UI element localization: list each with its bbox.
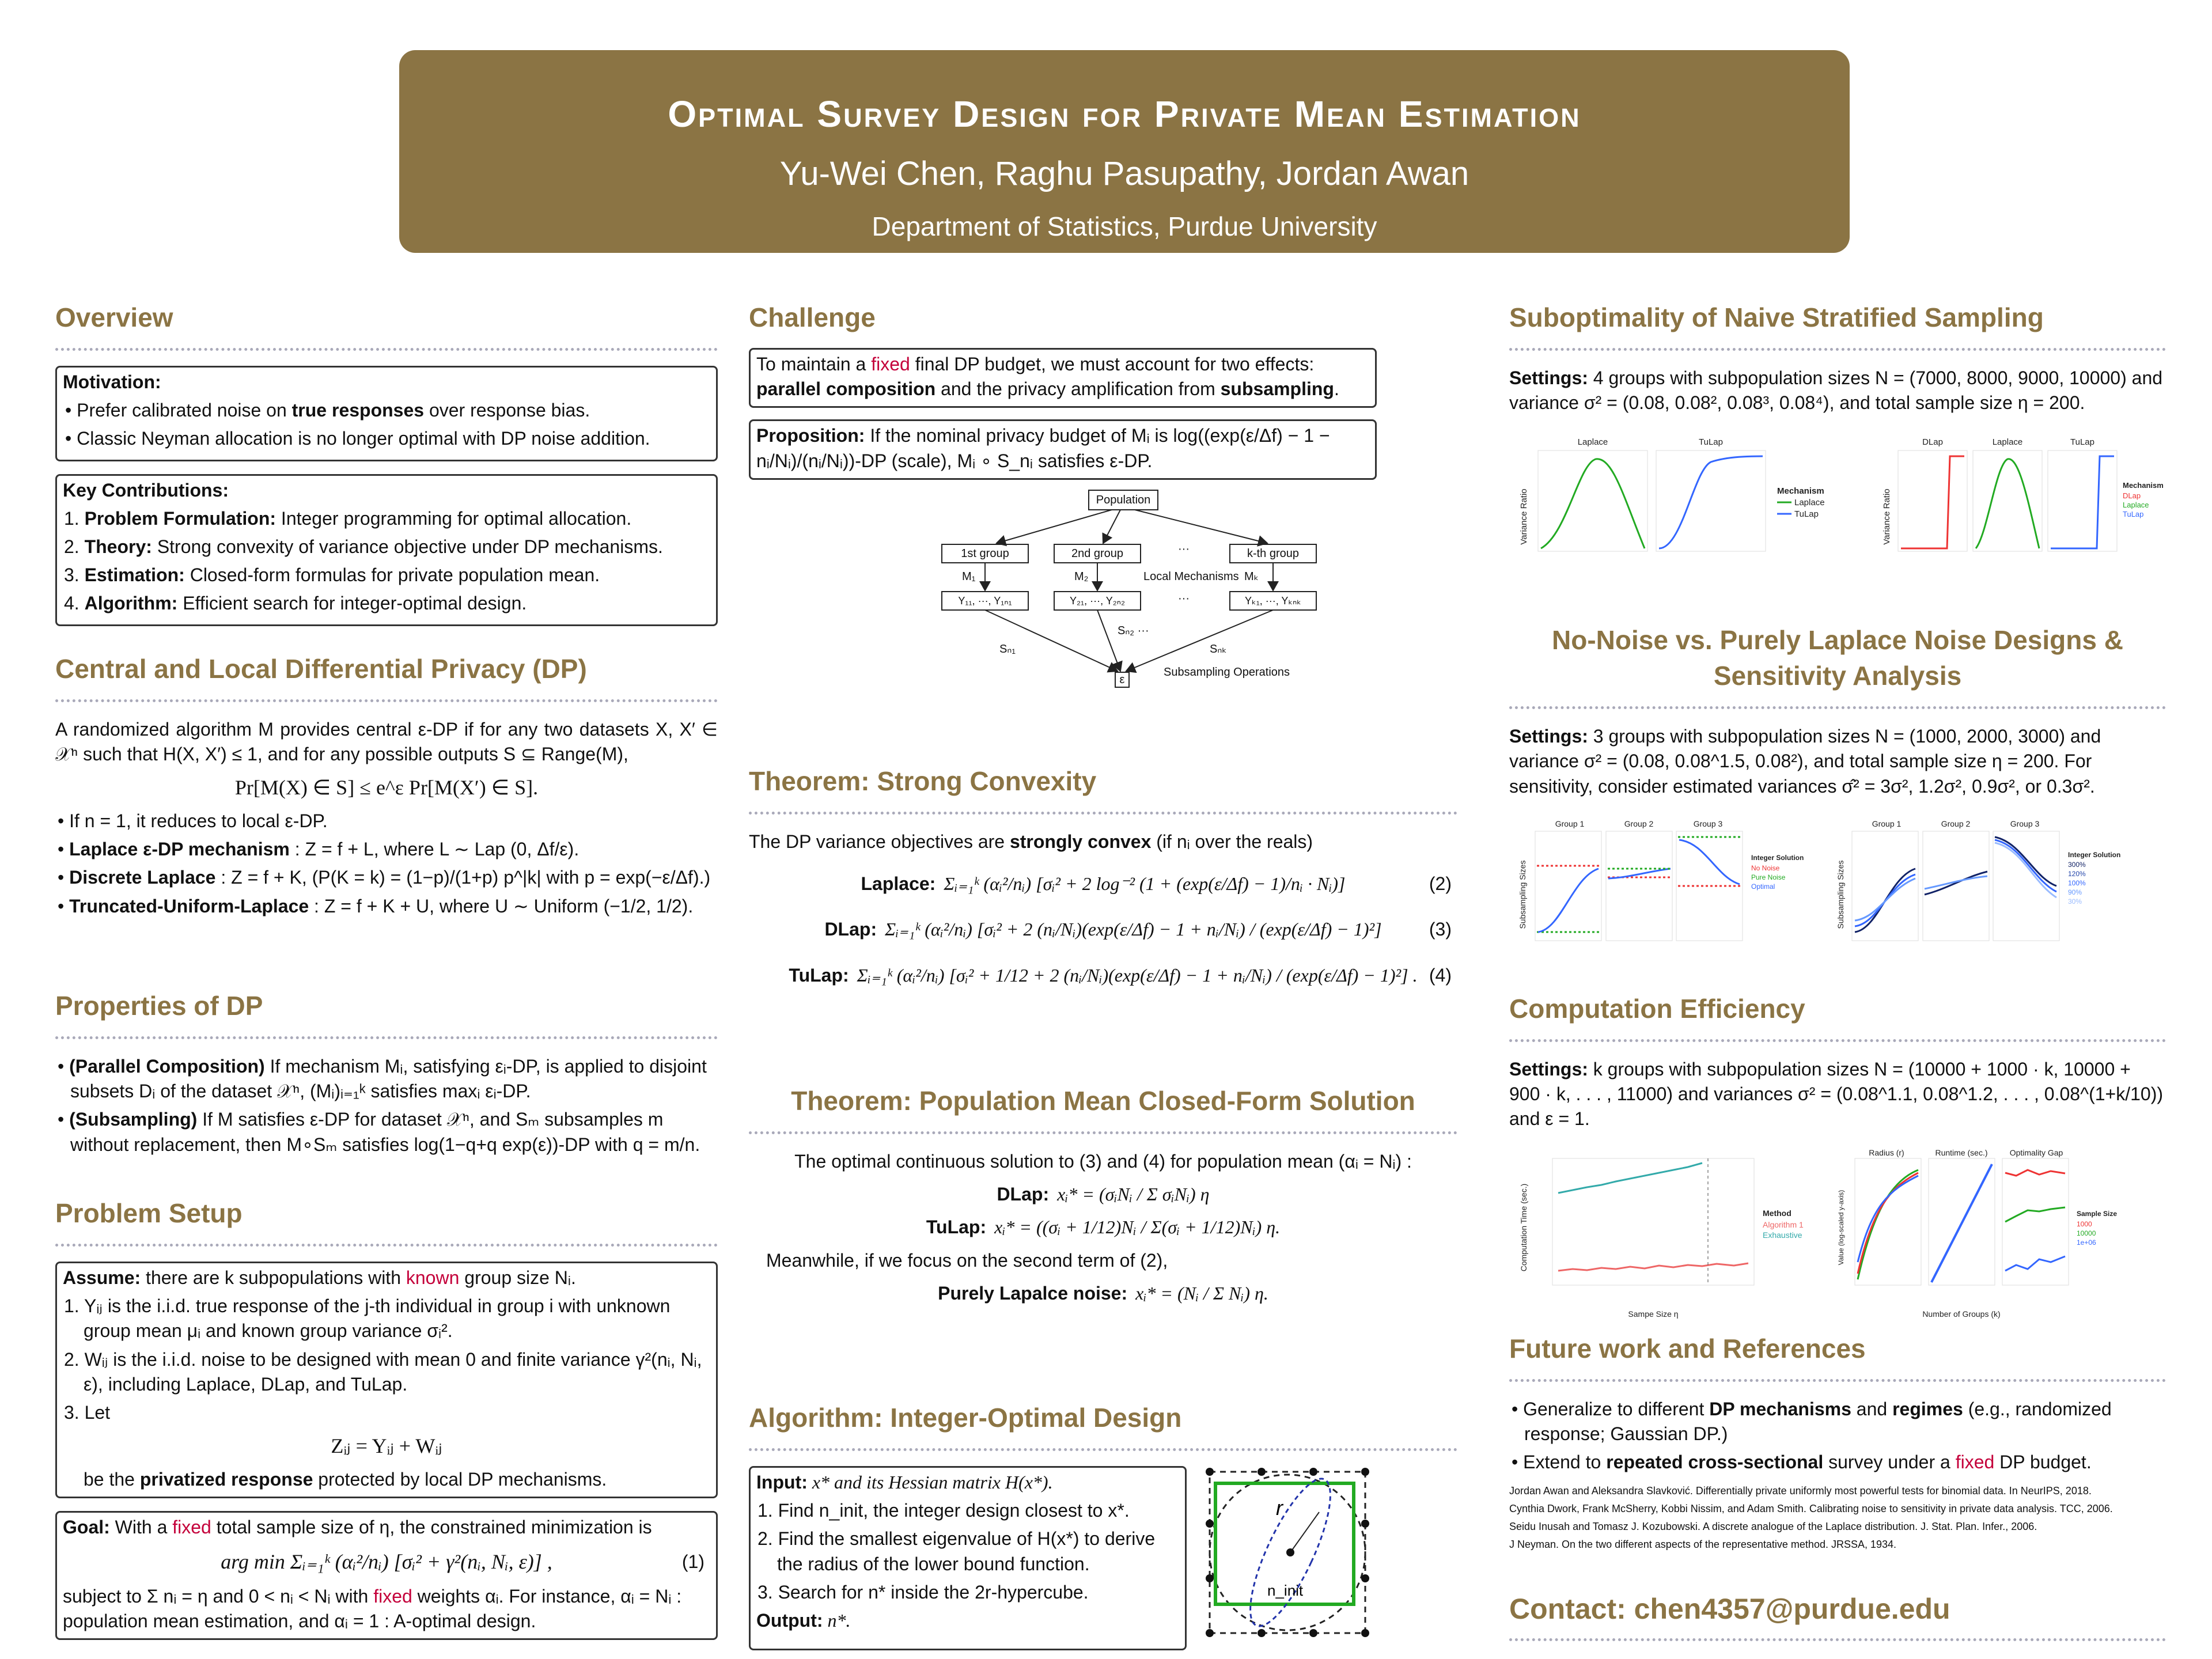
radius-label: r [1276,1496,1283,1520]
svg-text:Sample Size: Sample Size [2077,1209,2118,1218]
svg-text:Y₁₁, ···, Y₁ₙ₁: Y₁₁, ···, Y₁ₙ₁ [958,594,1012,607]
dp-dlap: • Discrete Laplace : Z = f + K, (P(K = k) = (1−p)/(1+p) p^|k| with p = exp(−ε/Δf).) [58,867,711,888]
svg-text:2nd group: 2nd group [1071,547,1124,560]
dlap-objective: DLap: Σᵢ₌₁ᵏ (αᵢ²/nᵢ) [σᵢ² + 2 (nᵢ/Nᵢ)(exp(ε/Δf) − 1 + nᵢ/Nᵢ) / (exp(ε/Δf) − 1)²] (3) [824,919,1452,940]
svg-text:1e+06: 1e+06 [2077,1238,2096,1247]
svg-text:M₁: M₁ [962,570,976,583]
efficiency-section: Computation Efficiency Settings: k groups with subpopulation sizes N = (10000 + 1000 · k, 10000 + 900 · k, . . . , 11000) and variances σ² = (0.08^1.1, 0.08^1.2, . . . , 0.08^(1+k/10)) and ε = 1. Computation Time (sec.) Sampe Size η Method Algorithm 1 Exhaustive Value (log-scaled y-axis) Radius (r) Runtime (sec.) Optimality Gap Number of Groups (k) Sample Size 1000 10000 1e+06 [1509,991,2166,1332]
svg-text:Mₖ: Mₖ [1244,570,1259,583]
closed-form-intro: The optimal continuous solution to (3) and (4) for population mean (αᵢ = Nᵢ) : [794,1151,1412,1172]
svg-text:90%: 90% [2068,888,2082,896]
svg-text:TuLap: TuLap [1794,509,1819,520]
privatized-response-eq: Zᵢⱼ = Yᵢⱼ + Wᵢⱼ [331,1434,442,1458]
subopt-section: Suboptimality of Naive Stratified Sampling Settings: 4 groups with subpopulation sizes N = (7000, 8000, 9000, 10000) and variance σ² = (0.08, 0.08², 0.08³, 0.08⁴), and total sample size η = 200. Variance Ratio Laplace TuLap Mechanism Laplace TuLap Variance Ratio DLap Laplace TuLap Mechanism DLap Laplace TuLap [1509,300,2166,587]
setup-item: 3. Let [64,1402,111,1423]
svg-text:300%: 300% [2068,860,2086,869]
svg-text:1st group: 1st group [961,547,1009,560]
title-banner [399,50,1850,253]
svg-text:Variance Ratio: Variance Ratio [1882,488,1892,546]
motivation-label: Motivation: [63,372,161,393]
svg-text:Algorithm 1: Algorithm 1 [1763,1219,1804,1229]
subsampling-diagram [887,486,1359,704]
properties-section [55,988,718,1161]
contact-email[interactable]: Contact: chen4357@purdue.edu [1509,1590,2166,1641]
svg-text:Sampe Size η: Sampe Size η [1628,1309,1679,1319]
tulap-objective: TuLap: Σᵢ₌₁ᵏ (αᵢ²/nᵢ) [σᵢ² + 1/12 + 2 (nᵢ/Nᵢ)(exp(ε/Δf) − 1 + nᵢ/Nᵢ) / (exp(ε/Δf) − 1)²] . (4) [789,964,1452,986]
svg-text:10000: 10000 [2077,1229,2096,1237]
algorithm-step: 1. Find n_init, the integer design closest to x*. [757,1500,1130,1521]
svg-text:Sₙ₁: Sₙ₁ [999,642,1016,656]
svg-text:Optimal: Optimal [1751,882,1775,891]
svg-text:Value (log-scaled y-axis): Value (log-scaled y-axis) [1837,1190,1845,1265]
svg-text:···: ··· [1178,542,1190,555]
reference: J Neyman. On the two different aspects of the representative method. JRSSA, 1934. [1509,1538,1897,1550]
svg-text:Mechanism: Mechanism [1777,486,1824,497]
svg-text:Group 1: Group 1 [1872,819,1902,828]
svg-text:Group 2: Group 2 [1624,819,1654,828]
subopt-heading: Suboptimality of Naive Stratified Sampling [1509,300,2166,351]
dp-heading: Central and Local Differential Privacy (DP) [55,651,718,702]
closed-form-heading: Theorem: Population Mean Closed-Form Solution [749,1083,1457,1134]
svg-text:Computation Time (sec.): Computation Time (sec.) [1519,1183,1528,1271]
dp-local-note: • If n = 1, it reduces to local ε-DP. [58,810,328,832]
references [1509,1483,2166,1552]
svg-text:120%: 120% [2068,869,2086,878]
setup-section [55,1195,718,1640]
nonoise-section: No-Noise vs. Purely Laplace Noise Designs & Sensitivity Analysis Settings: 3 groups with subpopulation sizes N = (1000, 2000, 3000) and variance σ² = (0.08, 0.08^1.5, 0.08²), and total sample size η = 200. For sensitivity, consider estimated variances σ̂² = 3σ², 1.2σ², 0.9σ², or 0.3σ². Subsampling Sizes Group 1 Group 2 Group 3 Integer Solution No Noise Pure Noise Optimal Subsampling Sizes Group 1 Group 2 Group 3 Integer Solution 300% 120% 100% 90% 30% [1509,622,2166,976]
contact-section [1509,1590,2166,1641]
contributions-box [55,474,718,626]
svg-text:1000: 1000 [2077,1219,2092,1228]
svg-text:Sₙ₂ ···: Sₙ₂ ··· [1118,624,1149,637]
svg-text:Integer Solution: Integer Solution [1751,853,1804,862]
dlap-solution: DLap: xᵢ* = (σᵢNᵢ / Σ σᵢNᵢ) η [997,1184,1210,1205]
ninit-label: n_init [1267,1582,1304,1600]
properties-heading: Properties of DP [55,988,718,1039]
convexity-intro: The DP variance objectives are strongly convex (if nᵢ over the reals) [749,831,1313,853]
challenge-heading: Challenge [749,302,876,332]
convexity-heading: Theorem: Strong Convexity [749,763,1457,815]
tulap-solution: TuLap: xᵢ* = ((σᵢ + 1/12)Nᵢ / Σ(σᵢ + 1/12)Nᵢ) η. [926,1217,1281,1238]
goal-box: Goal: With a fixed total sample size of η, the constrained minimization is arg min Σᵢ₌₁ᵏ (αᵢ²/nᵢ) [σᵢ² + γ²(nᵢ, Nᵢ, ε)] , (1) subject to Σ nᵢ = η and 0 < nᵢ < Nᵢ with fixed weights αᵢ. For instance, αᵢ = Nᵢ : population mean estimation, and αᵢ = 1 : A-optimal design. [55,1511,718,1640]
future-section [1509,1331,2166,1555]
svg-text:Local Mechanisms: Local Mechanisms [1143,570,1239,583]
nonoise-heading: No-Noise vs. Purely Laplace Noise Designs & Sensitivity Analysis [1509,622,2166,709]
setup-heading: Problem Setup [55,1195,718,1247]
objective-eq: arg min Σᵢ₌₁ᵏ (αᵢ²/nᵢ) [σᵢ² + γ²(nᵢ, Nᵢ, ε)] , (1) [221,1550,704,1574]
contribution-item: 4. Algorithm: Efficient search for integer-optimal design. [64,593,527,614]
closed-form-section [749,1083,1457,1314]
svg-text:Yₖ₁, ···, Yₖₙₖ: Yₖ₁, ···, Yₖₙₖ [1245,594,1301,607]
svg-text:Subsampling Sizes: Subsampling Sizes [1836,860,1845,929]
svg-text:Sₙₖ: Sₙₖ [1210,642,1227,656]
reference: Jordan Awan and Aleksandra Slavković. Differentially private uniformly most powerful tests for binomial data. In NeurIPS, 2018. [1509,1484,2092,1497]
efficiency-figure [1509,1147,2166,1325]
svg-text:DLap: DLap [2123,491,2141,501]
algorithm-step: 3. Search for n* inside the 2r-hypercube. [757,1581,1089,1603]
panel-title: Laplace [1577,437,1608,448]
future-item: • Extend to repeated cross-sectional survey under a fixed DP budget. [1512,1452,2092,1473]
svg-text:M₂: M₂ [1074,570,1089,583]
contribution-item: 2. Theory: Strong convexity of variance objective under DP mechanisms. [64,536,663,558]
svg-text:Laplace: Laplace [2123,501,2149,510]
svg-text:ε: ε [1119,673,1125,686]
panel-title: TuLap [2070,437,2094,448]
diagram-population: Population [1096,493,1151,506]
svg-text:···: ··· [1178,592,1190,605]
svg-text:Mechanism: Mechanism [2123,481,2164,490]
algorithm-step: 2. Find the smallest eigenvalue of H(x*) to derive the radius of the lower bound function. [757,1528,1156,1574]
future-heading: Future work and References [1509,1331,2166,1382]
convexity-section [749,763,1457,996]
svg-text:Integer Solution: Integer Solution [2068,850,2121,859]
affiliation: Department of Statistics, Purdue University [872,211,1377,241]
dp-inequality: Pr[M(X) ∈ S] ≤ e^ε Pr[M(X′) ∈ S]. [234,776,539,800]
laplace-solution: Purely Lapalce noise: xᵢ* = (Nᵢ / Σ Nᵢ) η. [938,1282,1268,1304]
setup-item: 1. Yᵢⱼ is the i.i.d. true response of the j-th individual in group i with unknown group mean μᵢ and known group variance σᵢ². [64,1296,671,1342]
overview-section [55,300,718,626]
dp-section [55,651,718,922]
svg-text:Group 3: Group 3 [2010,819,2040,828]
reference: Seidu Inusah and Tomasz J. Kozubowski. A discrete analogue of the Laplace distribution. J. Stat. Plan. Infer., 2006. [1509,1520,2037,1532]
panel-title: DLap [1922,437,1943,448]
motivation-box [55,366,718,461]
contribution-item: 3. Estimation: Closed-form formulas for private population mean. [64,565,600,586]
svg-text:Method: Method [1763,1208,1791,1218]
challenge-section [749,300,1457,704]
future-item: • Generalize to different DP mechanisms and regimes (e.g., randomized response; Gaussian DP.) [1512,1399,2112,1445]
algorithm-section [749,1400,1457,1650]
property-item: • (Parallel Composition) If mechanism Mᵢ, satisfying εᵢ-DP, is applied to disjoint subsets Dᵢ of the dataset 𝒳ⁿ, (Mᵢ)ᵢ₌₁ᵏ satisfies maxᵢ εᵢ-DP. [58,1056,707,1102]
svg-text:Group 3: Group 3 [1693,819,1723,828]
motivation-item: • Classic Neyman allocation is no longer optimal with DP noise addition. [65,428,650,449]
svg-text:Pure Noise: Pure Noise [1751,873,1786,881]
poster-title: Optimal Survey Design for Private Mean Estimation [668,93,1581,135]
svg-text:30%: 30% [2068,897,2082,906]
hypercube-figure [1204,1466,1377,1650]
svg-text:Runtime (sec.): Runtime (sec.) [1935,1147,1988,1157]
setup-item: 2. Wᵢⱼ is the i.i.d. noise to be designed with mean 0 and finite variance γ²(nᵢ, Nᵢ, ε), including Laplace, DLap, and TuLap. [64,1349,702,1395]
meanwhile-text: Meanwhile, if we focus on the second term of (2), [766,1249,1168,1271]
svg-text:Radius (r): Radius (r) [1869,1147,1904,1157]
property-item: • (Subsampling) If M satisfies ε-DP for dataset 𝒳ⁿ, and Sₘ subsamples m without replacement, then M∘Sₘ satisfies log(1−q+q exp(ε))-DP with q = m/n. [58,1109,700,1155]
svg-text:Laplace: Laplace [1794,498,1825,508]
svg-text:Optimality Gap: Optimality Gap [2009,1147,2063,1157]
challenge-box: To maintain a fixed final DP budget, we must account for two effects: parallel composition and the privacy amplification from subsampling. [749,348,1377,408]
motivation-item: • Prefer calibrated noise on true responses over response bias. [65,400,590,421]
contributions-label: Key Contributions: [63,479,229,501]
svg-text:Exhaustive: Exhaustive [1763,1230,1802,1240]
panel-title: Laplace [1992,437,2023,448]
authors: Yu-Wei Chen, Raghu Pasupathy, Jordan Awan [779,155,1469,193]
panel-title: TuLap [1699,437,1723,448]
svg-text:Y₂₁, ···, Y₂ₙ₂: Y₂₁, ···, Y₂ₙ₂ [1070,594,1125,607]
svg-text:Variance Ratio: Variance Ratio [1519,488,1529,546]
svg-text:Subsampling Sizes: Subsampling Sizes [1518,860,1527,929]
dp-laplace: • Laplace ε-DP mechanism : Z = f + L, where L ∼ Lap (0, Δf/ε). [58,839,579,860]
svg-text:100%: 100% [2068,878,2086,887]
sensitivity-figure [1509,814,2166,969]
svg-text:k-th group: k-th group [1247,547,1300,560]
laplace-objective: Laplace: Σᵢ₌₁ᵏ (αᵢ²/nᵢ) [σᵢ² + 2 log⁻² (1 + (exp(ε/Δf) − 1)/nᵢ · Nᵢ)] (2) [861,873,1452,895]
algorithm-heading: Algorithm: Integer-Optimal Design [749,1400,1457,1451]
efficiency-heading: Computation Efficiency [1509,991,2166,1042]
proposition-box: Proposition: If the nominal privacy budget of Mᵢ is log((exp(ε/Δf) − 1 − nᵢ/Nᵢ)/(nᵢ/Nᵢ))-DP (scale), Mᵢ ∘ S_nᵢ satisfies ε-DP. [749,419,1377,479]
svg-text:Group 2: Group 2 [1941,819,1971,828]
variance-ratio-figure [1509,430,2166,580]
svg-text:Subsampling Operations: Subsampling Operations [1164,665,1290,679]
svg-text:Group 1: Group 1 [1555,819,1585,828]
svg-text:No Noise: No Noise [1751,863,1780,872]
contribution-item: 1. Problem Formulation: Integer programming for optimal allocation. [64,507,632,529]
svg-text:TuLap: TuLap [2123,510,2144,519]
dp-tulap: • Truncated-Uniform-Laplace : Z = f + K + U, where U ∼ Uniform (−1/2, 1/2). [58,895,694,916]
dp-definition: A randomized algorithm M provides central ε-DP if for any two datasets X, X′ ∈ 𝒳ⁿ such that H(X, X′) ≤ 1, and for any possible outputs S ⊆ Range(M), [55,719,718,765]
reference: Cynthia Dwork, Frank McSherry, Kobbi Nissim, and Adam Smith. Calibrating noise to sensitivity in private data analysis. TCC, 2006. [1509,1502,2113,1514]
svg-text:Number of Groups (k): Number of Groups (k) [1922,1309,2001,1319]
algorithm-box: Input: x* and its Hessian matrix H(x*). 1. Find n_init, the integer design closest to x*. 2. Find the smallest eigenvalue of H(x*) to derive the radius of the lower bound function. 3. Search for n* inside the 2r-hypercube. Output: n*. [749,1466,1187,1650]
assume-box: Assume: there are k subpopulations with known group size Nᵢ. 1. Yᵢⱼ is the i.i.d. true response of the j-th individual in group i with unknown group mean μᵢ and known group variance σᵢ². 2. Wᵢⱼ is the i.i.d. noise to be designed with mean 0 and finite variance γ²(nᵢ, Nᵢ, ε), including Laplace, DLap, and TuLap. 3. Let Zᵢⱼ = Yᵢⱼ + Wᵢⱼ be the privatized response protected by local DP mechanisms. [55,1262,718,1498]
overview-heading: Overview [55,300,718,351]
